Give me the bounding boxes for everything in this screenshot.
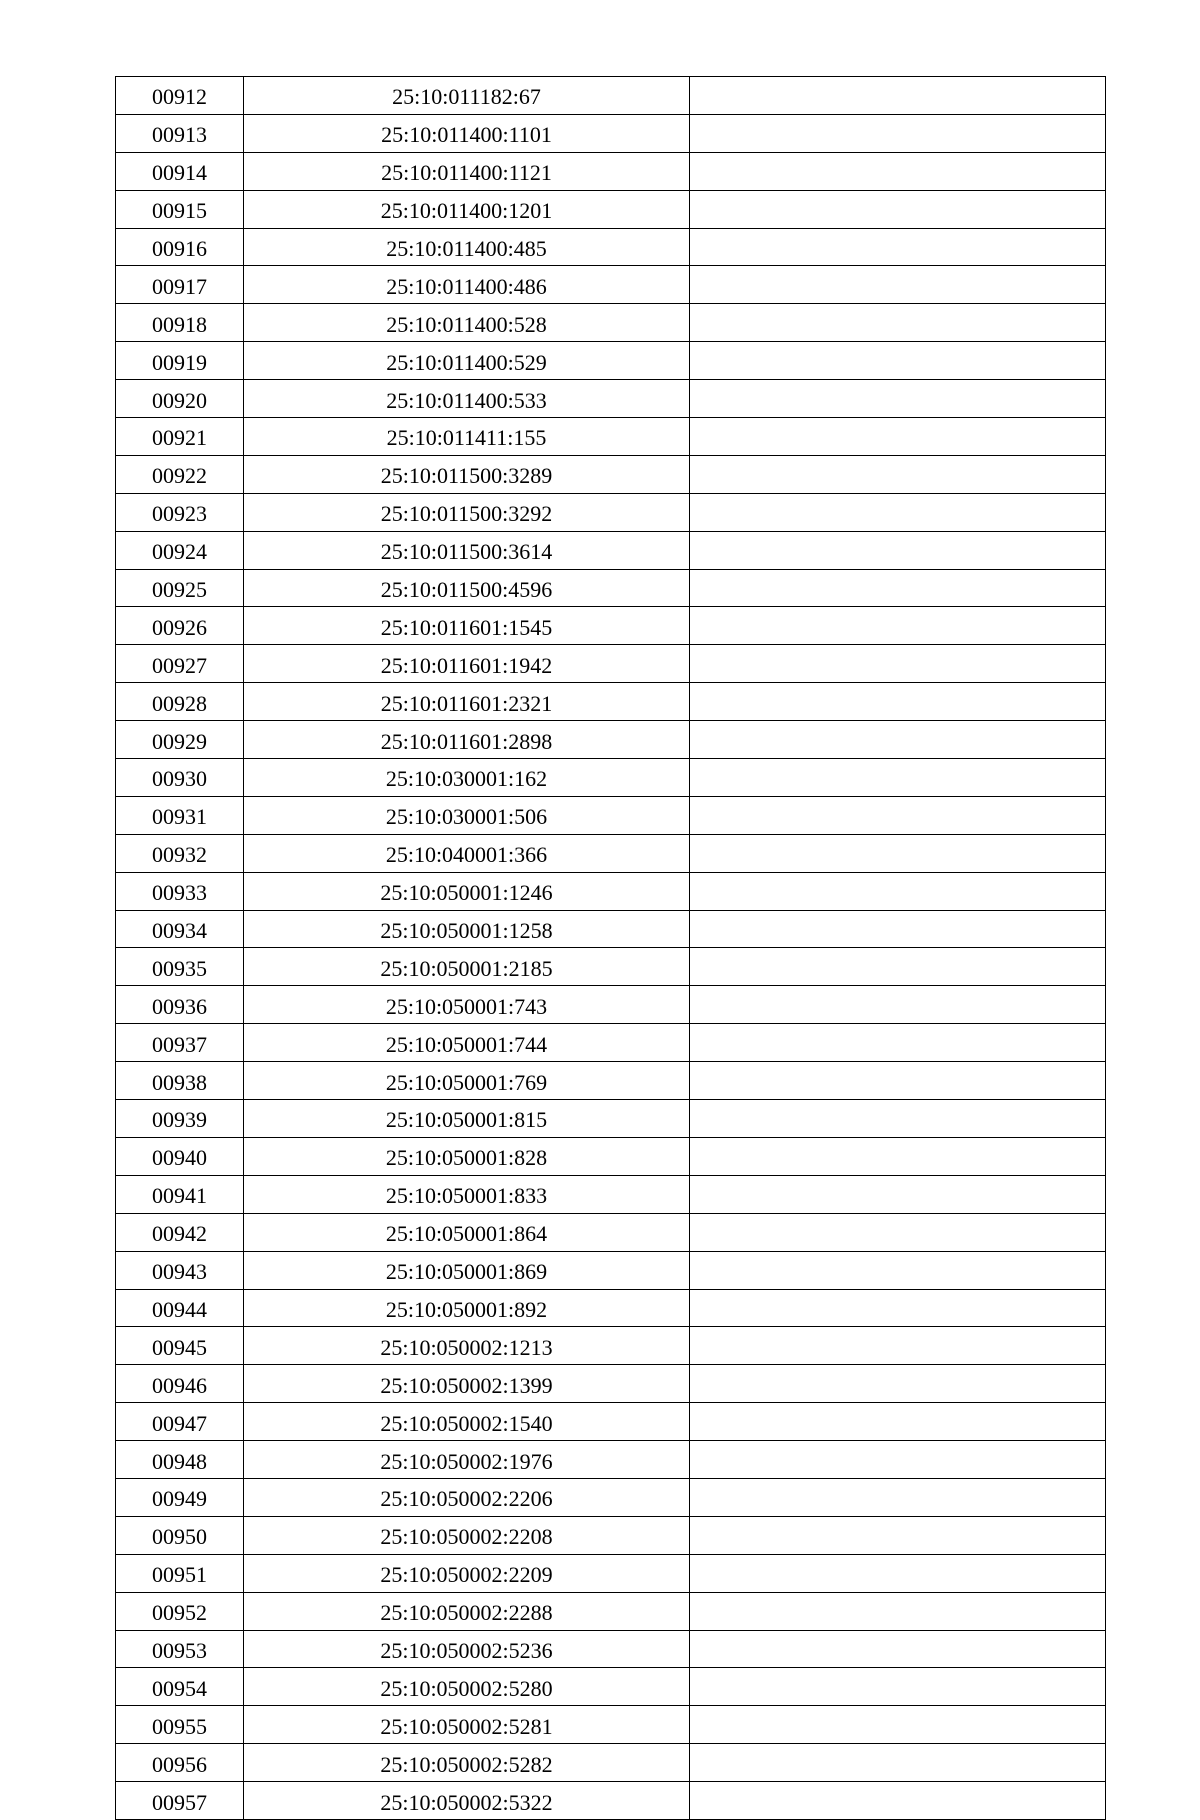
cadastral-number-cell: 25:10:050002:2206: [244, 1478, 690, 1516]
cadastral-number-cell: 25:10:011400:1101: [244, 114, 690, 152]
table-row: [116, 418, 1106, 456]
cadastral-number-cell: 25:10:050002:1540: [244, 1403, 690, 1441]
cadastral-number-cell: 25:10:050002:2209: [244, 1554, 690, 1592]
row-number-cell: 00924: [116, 531, 244, 569]
empty-cell: [690, 948, 1106, 986]
empty-cell: [690, 645, 1106, 683]
empty-cell: [690, 152, 1106, 190]
row-number-cell: 00946: [116, 1365, 244, 1403]
empty-cell: [690, 1478, 1106, 1516]
row-number-cell: 00939: [116, 1100, 244, 1138]
cadastral-number-cell: 25:10:030001:506: [244, 796, 690, 834]
cadastral-number-cell: 25:10:011601:1942: [244, 645, 690, 683]
row-number-cell: 00921: [116, 418, 244, 456]
row-number-cell: 00935: [116, 948, 244, 986]
table-row: [116, 607, 1106, 645]
empty-cell: [690, 1516, 1106, 1554]
cadastral-number-cell: 25:10:030001:162: [244, 759, 690, 797]
row-number-cell: 00937: [116, 1024, 244, 1062]
table-row: [116, 228, 1106, 266]
row-number-cell: 00914: [116, 152, 244, 190]
cadastral-number-cell: 25:10:050002:5282: [244, 1744, 690, 1782]
cadastral-number-cell: 25:10:011601:1545: [244, 607, 690, 645]
empty-cell: [690, 455, 1106, 493]
empty-cell: [690, 304, 1106, 342]
empty-cell: [690, 1024, 1106, 1062]
empty-cell: [690, 607, 1106, 645]
empty-cell: [690, 266, 1106, 304]
table-row: [116, 683, 1106, 721]
table-row: [116, 569, 1106, 607]
row-number-cell: 00951: [116, 1554, 244, 1592]
empty-cell: [690, 872, 1106, 910]
empty-cell: [690, 190, 1106, 228]
row-number-cell: 00916: [116, 228, 244, 266]
empty-cell: [690, 342, 1106, 380]
empty-cell: [690, 569, 1106, 607]
row-number-cell: 00950: [116, 1516, 244, 1554]
empty-cell: [690, 1251, 1106, 1289]
row-number-cell: 00934: [116, 910, 244, 948]
row-number-cell: 00943: [116, 1251, 244, 1289]
empty-cell: [690, 1441, 1106, 1479]
table-row: [116, 493, 1106, 531]
row-number-cell: 00944: [116, 1289, 244, 1327]
row-number-cell: 00954: [116, 1668, 244, 1706]
cadastral-number-cell: 25:10:050001:864: [244, 1213, 690, 1251]
table-row: [116, 1706, 1106, 1744]
table-row: [116, 1289, 1106, 1327]
cadastral-number-cell: 25:10:050001:743: [244, 986, 690, 1024]
cadastral-number-cell: 25:10:050001:828: [244, 1137, 690, 1175]
table-row: [116, 910, 1106, 948]
table-row: [116, 266, 1106, 304]
empty-cell: [690, 1592, 1106, 1630]
table-row: [116, 1327, 1106, 1365]
cadastral-number-cell: 25:10:050001:833: [244, 1175, 690, 1213]
row-number-cell: 00926: [116, 607, 244, 645]
table-row: [116, 1213, 1106, 1251]
cadastral-number-cell: 25:10:050002:5280: [244, 1668, 690, 1706]
table-row: [116, 1137, 1106, 1175]
table-row: [116, 1024, 1106, 1062]
cadastral-number-cell: 25:10:050001:1258: [244, 910, 690, 948]
table-row: [116, 1441, 1106, 1479]
empty-cell: [690, 1289, 1106, 1327]
row-number-cell: 00932: [116, 834, 244, 872]
table-row: [116, 721, 1106, 759]
cadastral-number-cell: 25:10:011400:533: [244, 380, 690, 418]
row-number-cell: 00938: [116, 1062, 244, 1100]
row-number-cell: 00952: [116, 1592, 244, 1630]
cadastral-number-cell: 25:10:050002:2208: [244, 1516, 690, 1554]
empty-cell: [690, 1706, 1106, 1744]
row-number-cell: 00920: [116, 380, 244, 418]
cadastral-number-cell: 25:10:011411:155: [244, 418, 690, 456]
empty-cell: [690, 796, 1106, 834]
cadastral-number-cell: 25:10:050002:5236: [244, 1630, 690, 1668]
table-row: [116, 342, 1106, 380]
cadastral-number-cell: 25:10:011500:3292: [244, 493, 690, 531]
empty-cell: [690, 1668, 1106, 1706]
row-number-cell: 00940: [116, 1137, 244, 1175]
row-number-cell: 00929: [116, 721, 244, 759]
table-row: [116, 645, 1106, 683]
cadastral-number-cell: 25:10:011400:1201: [244, 190, 690, 228]
empty-cell: [690, 1782, 1106, 1820]
empty-cell: [690, 683, 1106, 721]
table-row: [116, 1062, 1106, 1100]
row-number-cell: 00919: [116, 342, 244, 380]
cadastral-number-cell: 25:10:050001:744: [244, 1024, 690, 1062]
row-number-cell: 00945: [116, 1327, 244, 1365]
row-number-cell: 00922: [116, 455, 244, 493]
empty-cell: [690, 1175, 1106, 1213]
cadastral-number-cell: 25:10:011400:486: [244, 266, 690, 304]
empty-cell: [690, 1213, 1106, 1251]
empty-cell: [690, 834, 1106, 872]
cadastral-number-cell: 25:10:050001:1246: [244, 872, 690, 910]
table-row: [116, 834, 1106, 872]
empty-cell: [690, 1744, 1106, 1782]
table-row: [116, 1668, 1106, 1706]
table-row: [116, 77, 1106, 115]
table-row: [116, 114, 1106, 152]
cadastral-number-cell: 25:10:050001:815: [244, 1100, 690, 1138]
row-number-cell: 00948: [116, 1441, 244, 1479]
cadastral-number-cell: 25:10:011500:3614: [244, 531, 690, 569]
cadastral-table: [115, 76, 1106, 1820]
table-row: [116, 304, 1106, 342]
row-number-cell: 00927: [116, 645, 244, 683]
row-number-cell: 00917: [116, 266, 244, 304]
row-number-cell: 00956: [116, 1744, 244, 1782]
row-number-cell: 00915: [116, 190, 244, 228]
table-row: [116, 455, 1106, 493]
empty-cell: [690, 418, 1106, 456]
row-number-cell: 00923: [116, 493, 244, 531]
cadastral-number-cell: 25:10:050002:5281: [244, 1706, 690, 1744]
cadastral-number-cell: 25:10:011601:2898: [244, 721, 690, 759]
cadastral-number-cell: 25:10:011601:2321: [244, 683, 690, 721]
table-row: [116, 1251, 1106, 1289]
empty-cell: [690, 1630, 1106, 1668]
cadastral-number-cell: 25:10:040001:366: [244, 834, 690, 872]
table-row: [116, 190, 1106, 228]
row-number-cell: 00936: [116, 986, 244, 1024]
table-row: [116, 1516, 1106, 1554]
cadastral-number-cell: 25:10:050002:1213: [244, 1327, 690, 1365]
empty-cell: [690, 380, 1106, 418]
table-row: [116, 1554, 1106, 1592]
row-number-cell: 00947: [116, 1403, 244, 1441]
cadastral-number-cell: 25:10:011500:4596: [244, 569, 690, 607]
row-number-cell: 00957: [116, 1782, 244, 1820]
cadastral-number-cell: 25:10:050002:5322: [244, 1782, 690, 1820]
cadastral-number-cell: 25:10:011182:67: [244, 77, 690, 115]
table-row: [116, 380, 1106, 418]
cadastral-number-cell: 25:10:050002:1399: [244, 1365, 690, 1403]
row-number-cell: 00918: [116, 304, 244, 342]
empty-cell: [690, 77, 1106, 115]
empty-cell: [690, 228, 1106, 266]
cadastral-number-cell: 25:10:050002:2288: [244, 1592, 690, 1630]
row-number-cell: 00955: [116, 1706, 244, 1744]
table-row: [116, 1630, 1106, 1668]
empty-cell: [690, 531, 1106, 569]
row-number-cell: 00933: [116, 872, 244, 910]
cadastral-number-cell: 25:10:011400:528: [244, 304, 690, 342]
table-row: [116, 1744, 1106, 1782]
cadastral-number-cell: 25:10:011400:1121: [244, 152, 690, 190]
table-row: [116, 1365, 1106, 1403]
row-number-cell: 00928: [116, 683, 244, 721]
empty-cell: [690, 759, 1106, 797]
table-row: [116, 1782, 1106, 1820]
table-row: [116, 1100, 1106, 1138]
row-number-cell: 00942: [116, 1213, 244, 1251]
empty-cell: [690, 1365, 1106, 1403]
row-number-cell: 00931: [116, 796, 244, 834]
empty-cell: [690, 1062, 1106, 1100]
cadastral-number-cell: 25:10:050001:869: [244, 1251, 690, 1289]
empty-cell: [690, 493, 1106, 531]
table-row: [116, 1403, 1106, 1441]
empty-cell: [690, 1403, 1106, 1441]
row-number-cell: 00930: [116, 759, 244, 797]
table-row: [116, 1175, 1106, 1213]
empty-cell: [690, 1327, 1106, 1365]
table-row: [116, 1592, 1106, 1630]
empty-cell: [690, 910, 1106, 948]
row-number-cell: 00912: [116, 77, 244, 115]
table-row: [116, 152, 1106, 190]
empty-cell: [690, 1100, 1106, 1138]
cadastral-number-cell: 25:10:011400:529: [244, 342, 690, 380]
row-number-cell: 00953: [116, 1630, 244, 1668]
empty-cell: [690, 1554, 1106, 1592]
table-row: [116, 1478, 1106, 1516]
row-number-cell: 00949: [116, 1478, 244, 1516]
row-number-cell: 00913: [116, 114, 244, 152]
table-row: [116, 796, 1106, 834]
empty-cell: [690, 1137, 1106, 1175]
cadastral-number-cell: 25:10:011400:485: [244, 228, 690, 266]
row-number-cell: 00925: [116, 569, 244, 607]
row-number-cell: 00941: [116, 1175, 244, 1213]
cadastral-number-cell: 25:10:050001:892: [244, 1289, 690, 1327]
cadastral-number-cell: 25:10:050001:769: [244, 1062, 690, 1100]
cadastral-number-cell: 25:10:050002:1976: [244, 1441, 690, 1479]
table-row: [116, 759, 1106, 797]
table-row: [116, 986, 1106, 1024]
cadastral-number-cell: 25:10:011500:3289: [244, 455, 690, 493]
empty-cell: [690, 986, 1106, 1024]
cadastral-number-cell: 25:10:050001:2185: [244, 948, 690, 986]
empty-cell: [690, 114, 1106, 152]
table-body: [116, 77, 1106, 1820]
empty-cell: [690, 721, 1106, 759]
table-row: [116, 531, 1106, 569]
table-row: [116, 948, 1106, 986]
table-row: [116, 872, 1106, 910]
